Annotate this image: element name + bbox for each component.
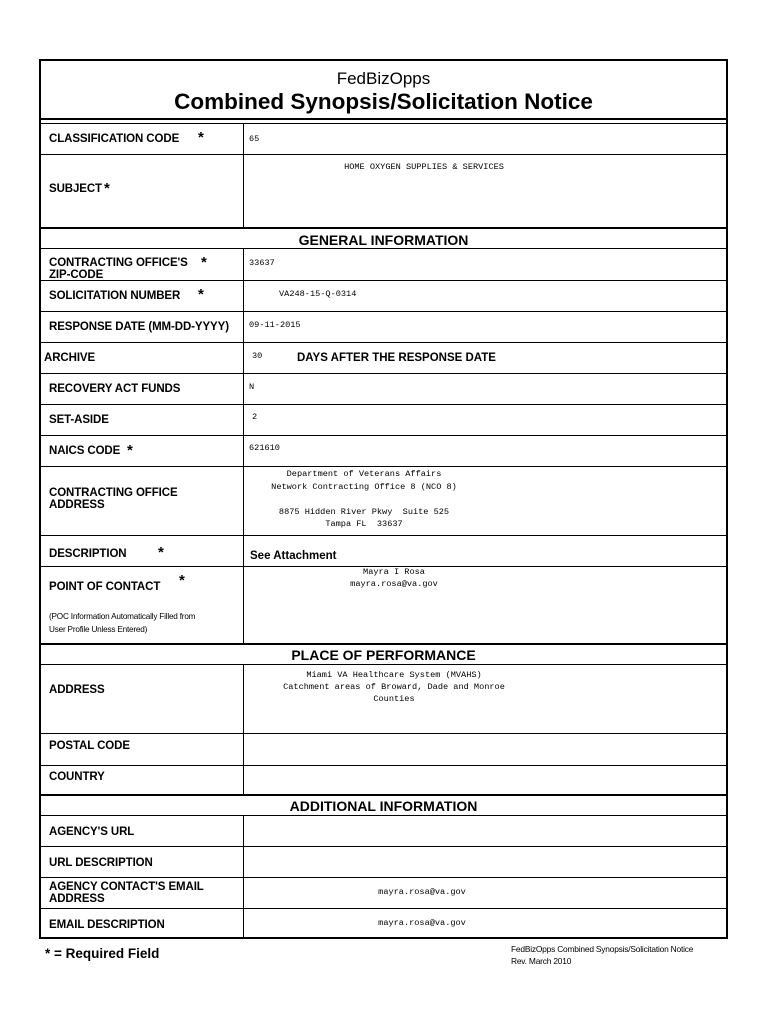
required-marker: * bbox=[127, 442, 133, 459]
agency-url-label: AGENCY'S URL bbox=[49, 826, 135, 838]
section-general-information: GENERAL INFORMATION bbox=[298, 232, 469, 248]
poc-note-line1: (POC Information Automatically Filled from bbox=[49, 612, 196, 621]
divider bbox=[41, 877, 726, 878]
response-date-value: 09-11-2015 bbox=[249, 320, 301, 330]
section-additional-information: ADDITIONAL INFORMATION bbox=[289, 798, 478, 814]
place-address-label: ADDRESS bbox=[49, 684, 105, 696]
classification-code-value: 65 bbox=[249, 134, 260, 144]
response-date-label: RESPONSE DATE (MM-DD-YYYY) bbox=[49, 321, 229, 333]
divider bbox=[41, 404, 726, 405]
zip-code-label bbox=[49, 257, 188, 281]
zip-code-value: 33637 bbox=[249, 258, 275, 268]
archive-suffix: DAYS AFTER THE RESPONSE DATE bbox=[297, 352, 496, 364]
email-description-label: EMAIL DESCRIPTION bbox=[49, 919, 165, 931]
required-marker: * bbox=[104, 180, 110, 197]
zip-code-label-line1: CONTRACTING OFFICE'S bbox=[49, 257, 188, 269]
office-address-label-line2: ADDRESS bbox=[49, 499, 105, 511]
divider bbox=[41, 466, 726, 467]
required-marker: * bbox=[158, 544, 164, 561]
solicitation-form bbox=[39, 59, 728, 939]
required-marker: * bbox=[179, 572, 185, 589]
divider bbox=[41, 342, 726, 343]
form-revision-block bbox=[511, 943, 693, 967]
section-place-of-performance: PLACE OF PERFORMANCE bbox=[291, 647, 476, 663]
place-address-line3: Counties bbox=[373, 694, 415, 704]
office-address-line3: 8875 Hidden River Pkwy Suite 525 bbox=[278, 507, 450, 517]
solicitation-number-value: VA248-15-Q-0314 bbox=[279, 289, 357, 299]
classification-code-label: CLASSIFICATION CODE bbox=[49, 133, 180, 145]
divider bbox=[41, 311, 726, 312]
contact-email-label-line1: AGENCY CONTACT'S EMAIL bbox=[49, 881, 204, 893]
office-address-label-line1: CONTRACTING OFFICE bbox=[49, 487, 178, 499]
place-address-line1: Miami VA Healthcare System (MVAHS) bbox=[306, 670, 482, 680]
divider bbox=[41, 154, 726, 155]
divider bbox=[41, 733, 726, 734]
divider bbox=[41, 908, 726, 909]
place-address-line2: Catchment areas of Broward, Dade and Monroe bbox=[283, 682, 505, 692]
divider bbox=[41, 664, 726, 665]
divider bbox=[41, 227, 726, 229]
divider bbox=[41, 643, 726, 645]
form-name: FedBizOpps Combined Synopsis/Solicitation Notice bbox=[511, 944, 694, 954]
url-description-label: URL DESCRIPTION bbox=[49, 857, 153, 869]
zip-code-label-line2: ZIP-CODE bbox=[49, 269, 104, 281]
divider bbox=[41, 118, 726, 120]
office-address-label bbox=[49, 487, 178, 511]
divider bbox=[41, 435, 726, 436]
poc-email: mayra.rosa@va.gov bbox=[350, 579, 438, 589]
divider bbox=[41, 815, 726, 816]
divider bbox=[41, 765, 726, 766]
recovery-act-label: RECOVERY ACT FUNDS bbox=[49, 383, 181, 395]
naics-code-value: 621610 bbox=[249, 443, 280, 453]
required-marker: * bbox=[198, 129, 204, 146]
required-field-note: * = Required Field bbox=[45, 946, 160, 961]
country-label: COUNTRY bbox=[49, 771, 105, 783]
office-address-line1: Department of Veterans Affairs bbox=[286, 469, 442, 479]
poc-note-line2: User Profile Unless Entered) bbox=[49, 625, 148, 634]
subject-label: SUBJECT bbox=[49, 183, 102, 195]
set-aside-value: 2 bbox=[252, 412, 258, 422]
column-divider bbox=[243, 123, 244, 227]
archive-label: ARCHIVE bbox=[44, 352, 96, 364]
divider bbox=[41, 535, 726, 536]
office-address-line4: Tampa FL 33637 bbox=[325, 519, 403, 529]
poc-label: POINT OF CONTACT bbox=[49, 581, 161, 593]
required-marker: * bbox=[201, 254, 207, 271]
contact-email-value: mayra.rosa@va.gov bbox=[378, 887, 466, 897]
naics-code-label: NAICS CODE bbox=[49, 445, 121, 457]
form-org: FedBizOpps bbox=[336, 69, 431, 88]
contact-email-label bbox=[49, 881, 204, 905]
subject-value: HOME OXYGEN SUPPLIES & SERVICES bbox=[344, 162, 504, 172]
set-aside-label: SET-ASIDE bbox=[49, 414, 109, 426]
divider bbox=[41, 373, 726, 374]
required-marker: * bbox=[198, 286, 204, 303]
form-revision: Rev. March 2010 bbox=[511, 956, 572, 966]
poc-name: Mayra I Rosa bbox=[363, 567, 425, 577]
archive-value: 30 bbox=[252, 351, 263, 361]
divider bbox=[41, 248, 726, 249]
postal-code-label: POSTAL CODE bbox=[49, 740, 130, 752]
divider bbox=[41, 846, 726, 847]
office-address-line2: Network Contracting Office 8 (NCO 8) bbox=[271, 482, 457, 492]
recovery-act-value: N bbox=[249, 382, 255, 392]
description-value: See Attachment bbox=[250, 550, 337, 562]
divider bbox=[41, 794, 726, 796]
form-title: Combined Synopsis/Solicitation Notice bbox=[174, 89, 593, 114]
divider bbox=[41, 123, 726, 124]
description-label: DESCRIPTION bbox=[49, 548, 127, 560]
solicitation-number-label: SOLICITATION NUMBER bbox=[49, 290, 181, 302]
contact-email-label-line2: ADDRESS bbox=[49, 893, 105, 905]
email-description-value: mayra.rosa@va.gov bbox=[378, 918, 466, 928]
poc-note bbox=[49, 610, 195, 636]
